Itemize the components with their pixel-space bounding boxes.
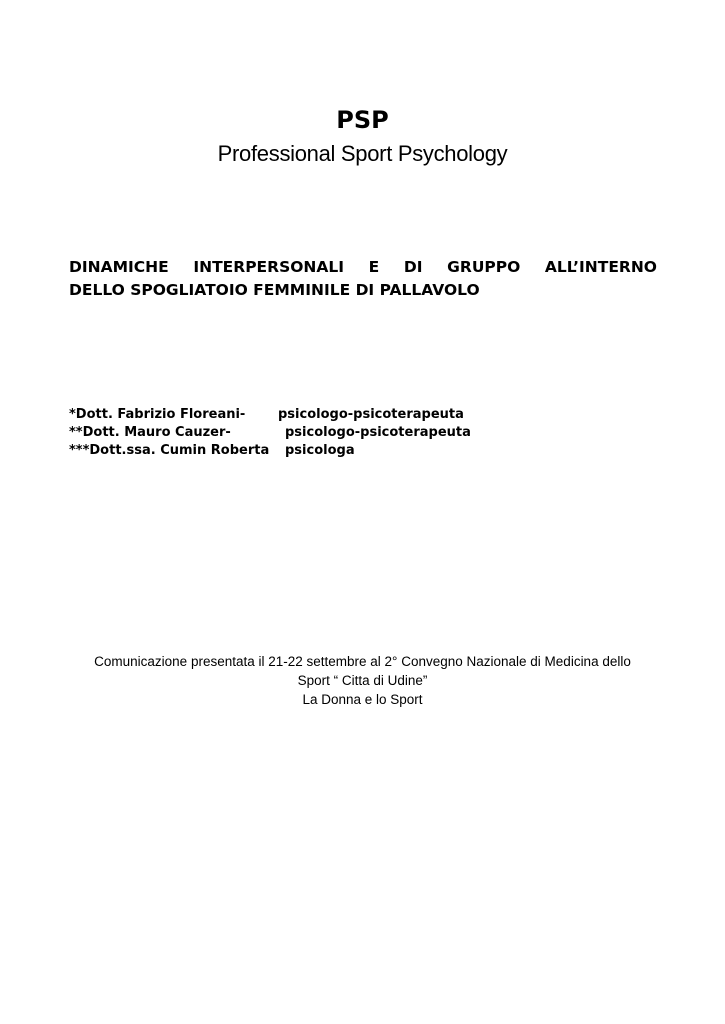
- header-title: PSP: [336, 106, 389, 134]
- document-title-line: DINAMICHE INTERPERSONALI E DI GRUPPO ALL’INTERNO: [69, 258, 657, 276]
- document-title-line: DELLO SPOGLIATOIO FEMMINILE DI PALLAVOLO: [69, 281, 480, 299]
- author-role: psicologo-psicoterapeuta: [278, 407, 464, 422]
- author-name: ***Dott.ssa. Cumin Roberta: [69, 443, 270, 458]
- presentation-note-line: Comunicazione presentata il 21-22 settembre al 2° Convegno Nazionale di Medicina dello: [94, 654, 631, 669]
- header-subtitle: Professional Sport Psychology: [217, 141, 508, 166]
- presentation-note: [40, 652, 685, 709]
- author-list: [69, 406, 569, 460]
- presentation-note-line: La Donna e lo Sport: [302, 692, 423, 707]
- author-row: [69, 442, 569, 460]
- author-name: **Dott. Mauro Cauzer-: [69, 425, 231, 440]
- document-title: [69, 256, 657, 302]
- author-row: [69, 424, 569, 442]
- author-row: [69, 406, 569, 424]
- author-role: psicologo-psicoterapeuta: [285, 425, 471, 440]
- author-name: *Dott. Fabrizio Floreani-: [69, 407, 246, 422]
- presentation-note-line: Sport “ Citta di Udine”: [297, 673, 428, 688]
- author-role: psicologa: [285, 443, 355, 458]
